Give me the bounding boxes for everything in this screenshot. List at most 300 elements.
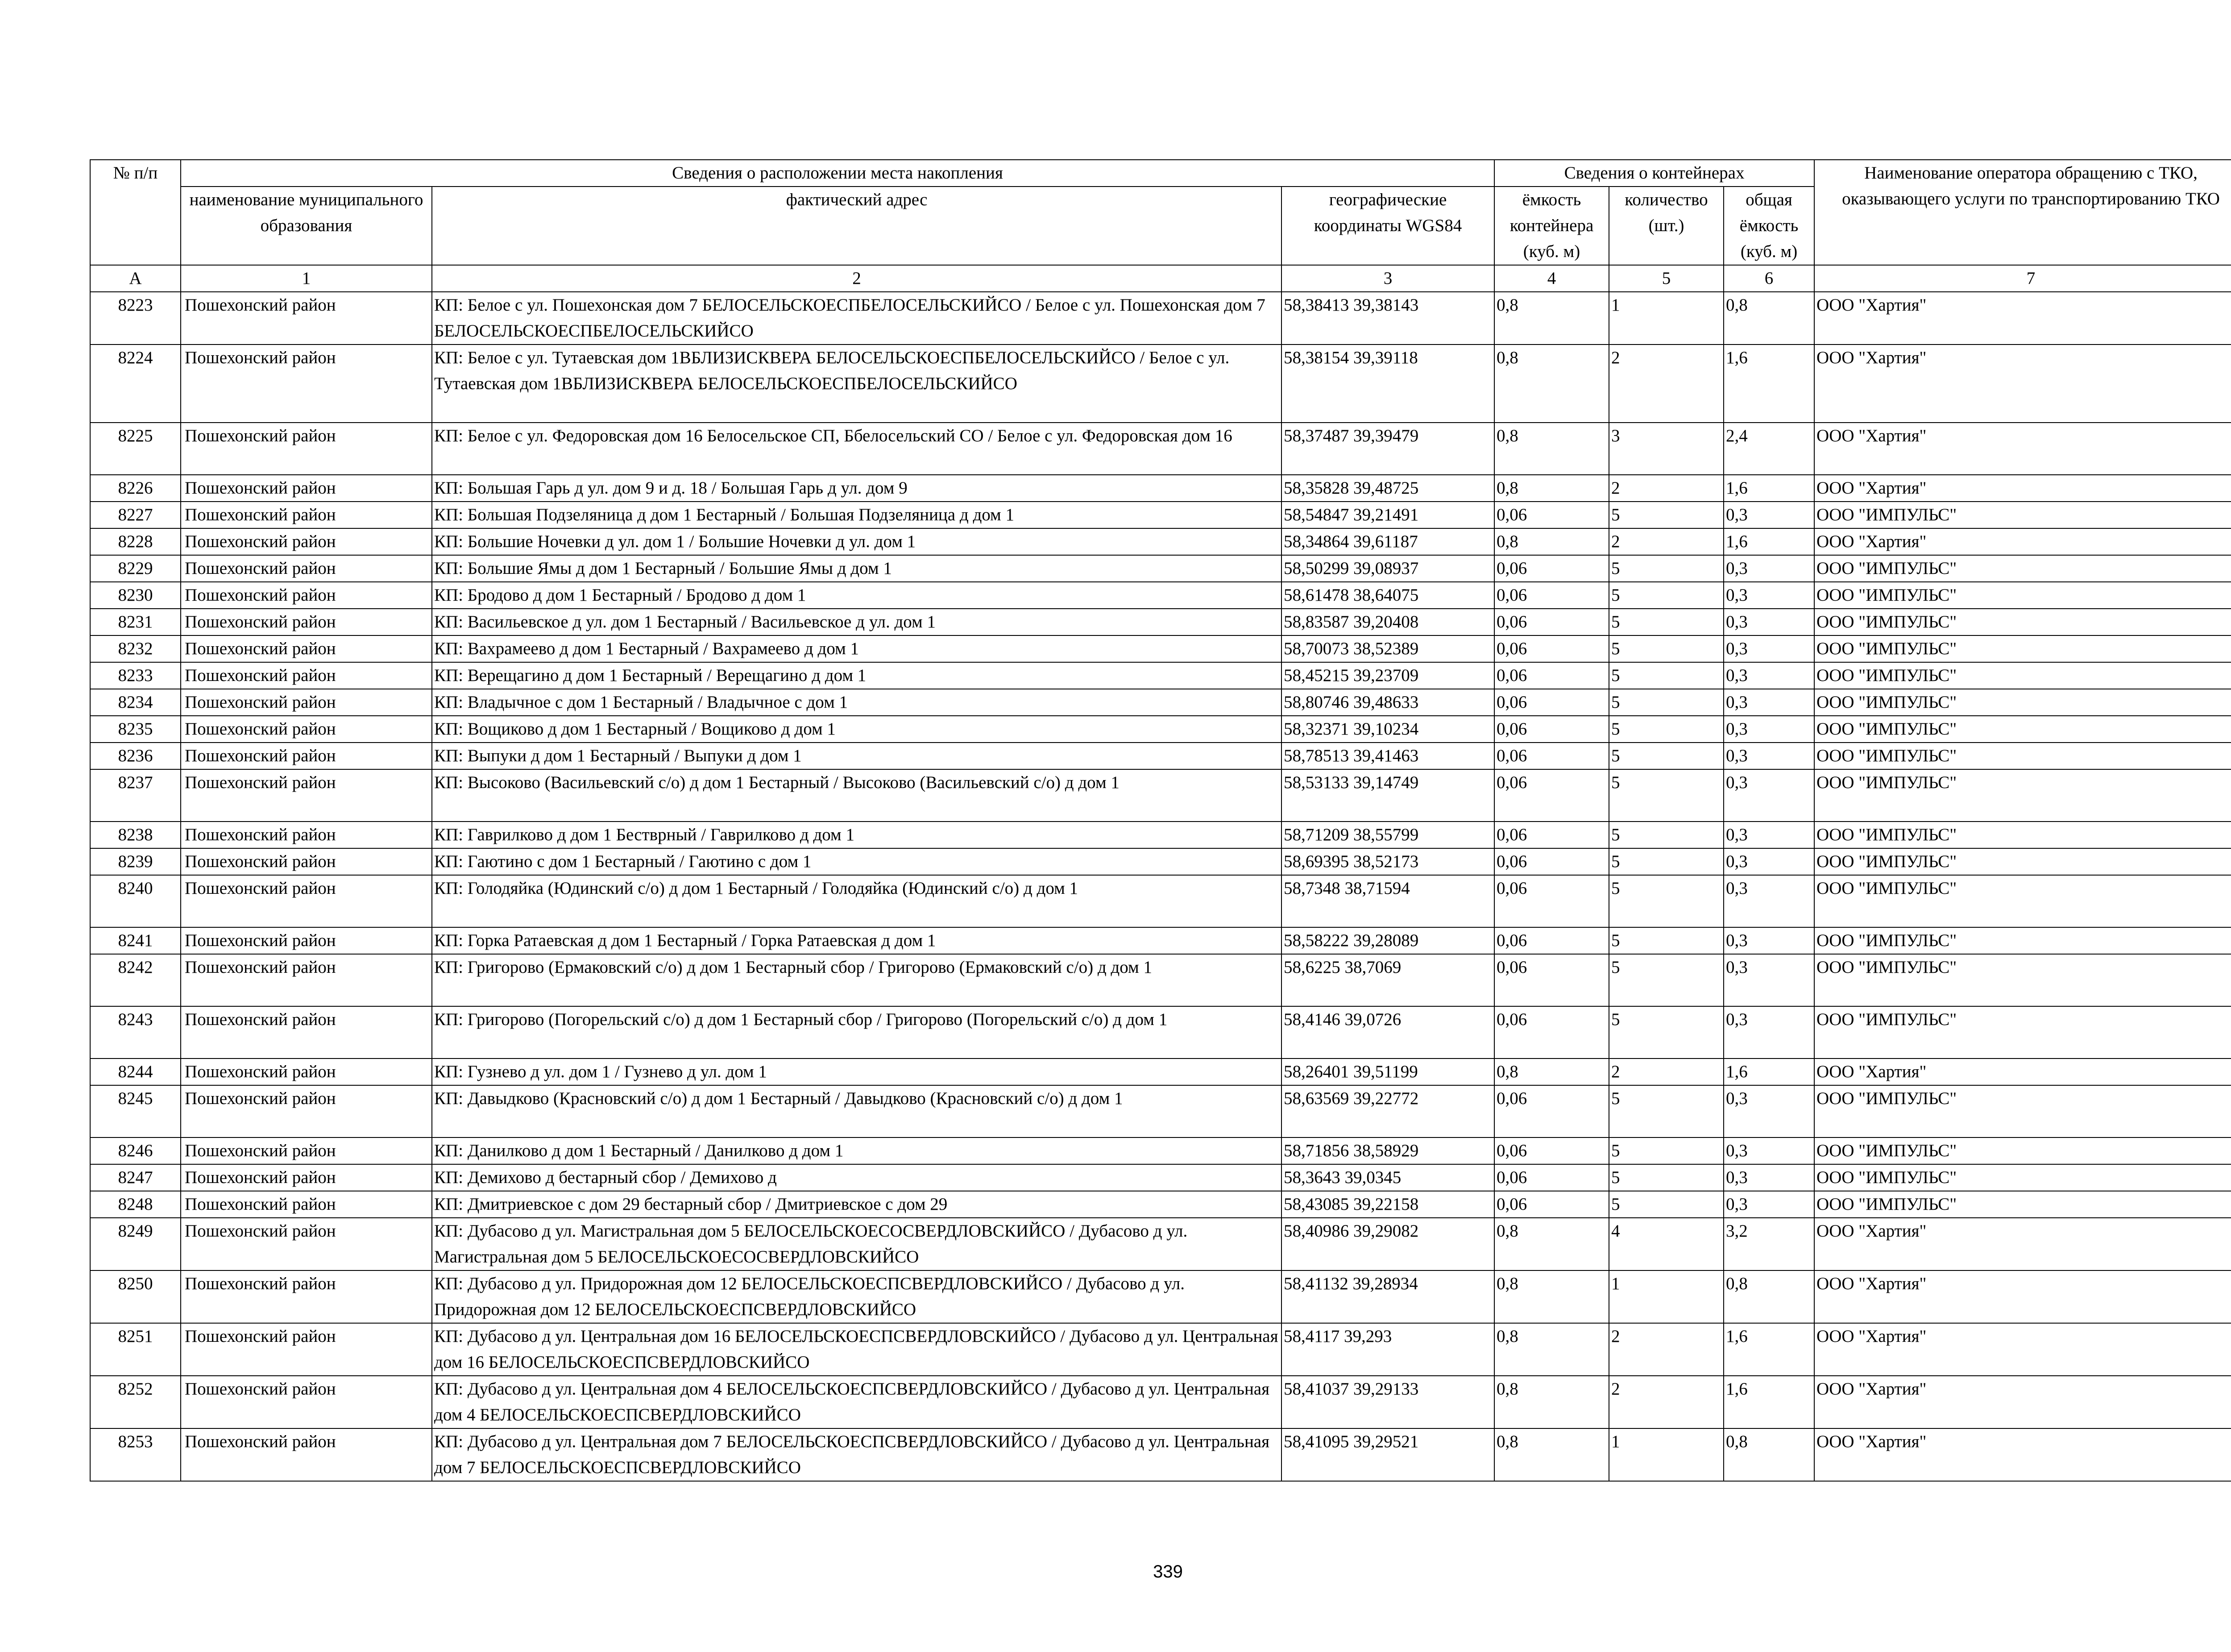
- count-cell: 2: [1609, 1323, 1724, 1376]
- table-row: [90, 582, 2231, 609]
- municipality-cell: Пошехонский район: [181, 423, 432, 475]
- count-cell: 5: [1609, 1137, 1724, 1164]
- operator-cell: ООО "ИМПУЛЬС": [1814, 1085, 2231, 1137]
- header-total: общая ёмкость (куб. м): [1724, 187, 1814, 265]
- count-cell: 5: [1609, 848, 1724, 875]
- operator-cell: ООО "Хартия": [1814, 423, 2231, 475]
- address-cell: КП: Большая Гарь д ул. дом 9 и д. 18 / Большая Гарь д ул. дом 9: [432, 475, 1281, 502]
- address-cell: КП: Белое с ул. Тутаевская дом 1ВБЛИЗИСКВЕРА БЕЛОСЕЛЬСКОЕСПБЕЛОСЕЛЬСКИЙСО / Белое с ул. Тутаевская дом 1ВБЛИЗИСКВЕРА БЕЛОСЕЛЬСКОЕСПБЕЛОСЕЛЬСКИЙСО: [432, 345, 1281, 423]
- municipality-cell: Пошехонский район: [181, 555, 432, 582]
- address-cell: КП: Дмитриевское с дом 29 бестарный сбор / Дмитриевское с дом 29: [432, 1191, 1281, 1218]
- municipality-cell: Пошехонский район: [181, 502, 432, 528]
- row-number: 8224: [90, 345, 181, 423]
- municipality-cell: Пошехонский район: [181, 875, 432, 927]
- coords-cell: 58,63569 39,22772: [1281, 1085, 1494, 1137]
- address-cell: КП: Горка Ратаевская д дом 1 Бестарный / Горка Ратаевская д дом 1: [432, 927, 1281, 954]
- table-row: [90, 875, 2231, 927]
- count-cell: 1: [1609, 1270, 1724, 1323]
- count-cell: 5: [1609, 927, 1724, 954]
- count-cell: 5: [1609, 1085, 1724, 1137]
- total-capacity-cell: 0,3: [1724, 662, 1814, 689]
- total-capacity-cell: 0,3: [1724, 875, 1814, 927]
- capacity-cell: 0,8: [1494, 1270, 1609, 1323]
- count-cell: 5: [1609, 1191, 1724, 1218]
- count-cell: 5: [1609, 954, 1724, 1006]
- capacity-cell: 0,8: [1494, 1376, 1609, 1428]
- table-row: [90, 822, 2231, 848]
- column-index-cell: 4: [1494, 265, 1609, 292]
- row-number: 8233: [90, 662, 181, 689]
- count-cell: 1: [1609, 1428, 1724, 1481]
- capacity-cell: 0,8: [1494, 475, 1609, 502]
- address-cell: КП: Бродово д дом 1 Бестарный / Бродово д дом 1: [432, 582, 1281, 609]
- table-row: [90, 1085, 2231, 1137]
- total-capacity-cell: 0,8: [1724, 1428, 1814, 1481]
- operator-cell: ООО "ИМПУЛЬС": [1814, 662, 2231, 689]
- total-capacity-cell: 1,6: [1724, 1323, 1814, 1376]
- municipality-cell: Пошехонский район: [181, 954, 432, 1006]
- count-cell: 5: [1609, 769, 1724, 822]
- row-number: 8229: [90, 555, 181, 582]
- municipality-cell: Пошехонский район: [181, 848, 432, 875]
- coords-cell: 58,50299 39,08937: [1281, 555, 1494, 582]
- table-row: [90, 609, 2231, 635]
- capacity-cell: 0,8: [1494, 1058, 1609, 1085]
- coords-cell: 58,6225 38,7069: [1281, 954, 1494, 1006]
- table-row: [90, 423, 2231, 475]
- total-capacity-cell: 0,3: [1724, 1191, 1814, 1218]
- column-index-cell: 6: [1724, 265, 1814, 292]
- coords-cell: 58,41132 39,28934: [1281, 1270, 1494, 1323]
- municipality-cell: Пошехонский район: [181, 475, 432, 502]
- operator-cell: ООО "ИМПУЛЬС": [1814, 1191, 2231, 1218]
- header-address: фактический адрес: [432, 187, 1281, 265]
- column-index-cell: А: [90, 265, 181, 292]
- municipality-cell: Пошехонский район: [181, 1376, 432, 1428]
- total-capacity-cell: 0,3: [1724, 635, 1814, 662]
- coords-cell: 58,61478 38,64075: [1281, 582, 1494, 609]
- count-cell: 5: [1609, 822, 1724, 848]
- municipality-cell: Пошехонский район: [181, 635, 432, 662]
- coords-cell: 58,3643 39,0345: [1281, 1164, 1494, 1191]
- total-capacity-cell: 0,3: [1724, 502, 1814, 528]
- address-cell: КП: Дубасово д ул. Центральная дом 16 БЕЛОСЕЛЬСКОЕСПСВЕРДЛОВСКИЙСО / Дубасово д ул. Центральная дом 16 БЕЛОСЕЛЬСКОЕСПСВЕРДЛОВСКИЙСО: [432, 1323, 1281, 1376]
- municipality-cell: Пошехонский район: [181, 1006, 432, 1058]
- municipality-cell: Пошехонский район: [181, 1323, 432, 1376]
- municipality-cell: Пошехонский район: [181, 769, 432, 822]
- total-capacity-cell: 1,6: [1724, 475, 1814, 502]
- capacity-cell: 0,06: [1494, 927, 1609, 954]
- coords-cell: 58,78513 39,41463: [1281, 743, 1494, 769]
- total-capacity-cell: 0,3: [1724, 1137, 1814, 1164]
- coords-cell: 58,7348 38,71594: [1281, 875, 1494, 927]
- capacity-cell: 0,06: [1494, 582, 1609, 609]
- capacity-cell: 0,06: [1494, 689, 1609, 716]
- total-capacity-cell: 0,8: [1724, 292, 1814, 345]
- coords-cell: 58,38413 39,38143: [1281, 292, 1494, 345]
- capacity-cell: 0,06: [1494, 1085, 1609, 1137]
- table-row: [90, 716, 2231, 743]
- total-capacity-cell: 0,3: [1724, 1085, 1814, 1137]
- address-cell: КП: Высоково (Васильевский с/о) д дом 1 Бестарный / Высоково (Васильевский с/о) д дом 1: [432, 769, 1281, 822]
- table-row: [90, 502, 2231, 528]
- coords-cell: 58,69395 38,52173: [1281, 848, 1494, 875]
- total-capacity-cell: 1,6: [1724, 1376, 1814, 1428]
- capacity-cell: 0,06: [1494, 954, 1609, 1006]
- row-number: 8246: [90, 1137, 181, 1164]
- municipality-cell: Пошехонский район: [181, 1058, 432, 1085]
- row-number: 8244: [90, 1058, 181, 1085]
- operator-cell: ООО "ИМПУЛЬС": [1814, 1137, 2231, 1164]
- coords-cell: 58,4117 39,293: [1281, 1323, 1494, 1376]
- table-row: [90, 1164, 2231, 1191]
- total-capacity-cell: 0,3: [1724, 1164, 1814, 1191]
- count-cell: 5: [1609, 1006, 1724, 1058]
- total-capacity-cell: 0,3: [1724, 609, 1814, 635]
- header-capacity: ёмкость контейнера (куб. м): [1494, 187, 1609, 265]
- operator-cell: ООО "ИМПУЛЬС": [1814, 555, 2231, 582]
- capacity-cell: 0,06: [1494, 743, 1609, 769]
- coords-cell: 58,71209 38,55799: [1281, 822, 1494, 848]
- table-row: [90, 848, 2231, 875]
- address-cell: КП: Дубасово д ул. Центральная дом 4 БЕЛОСЕЛЬСКОЕСПСВЕРДЛОВСКИЙСО / Дубасово д ул. Центральная дом 4 БЕЛОСЕЛЬСКОЕСПСВЕРДЛОВСКИЙСО: [432, 1376, 1281, 1428]
- total-capacity-cell: 0,3: [1724, 1006, 1814, 1058]
- operator-cell: ООО "ИМПУЛЬС": [1814, 769, 2231, 822]
- table-row: [90, 345, 2231, 423]
- address-cell: КП: Вахрамеево д дом 1 Бестарный / Вахрамеево д дом 1: [432, 635, 1281, 662]
- table-row: [90, 1058, 2231, 1085]
- row-number: 8227: [90, 502, 181, 528]
- operator-cell: ООО "Хартия": [1814, 1376, 2231, 1428]
- capacity-cell: 0,06: [1494, 1191, 1609, 1218]
- count-cell: 2: [1609, 475, 1724, 502]
- row-number: 8228: [90, 528, 181, 555]
- table-header: [90, 160, 2231, 292]
- row-number: 8242: [90, 954, 181, 1006]
- address-cell: КП: Владычное с дом 1 Бестарный / Владычное с дом 1: [432, 689, 1281, 716]
- municipality-cell: Пошехонский район: [181, 1270, 432, 1323]
- table-row: [90, 292, 2231, 345]
- total-capacity-cell: 1,6: [1724, 528, 1814, 555]
- operator-cell: ООО "Хартия": [1814, 292, 2231, 345]
- capacity-cell: 0,06: [1494, 875, 1609, 927]
- coords-cell: 58,38154 39,39118: [1281, 345, 1494, 423]
- address-cell: КП: Гузнево д ул. дом 1 / Гузнево д ул. дом 1: [432, 1058, 1281, 1085]
- capacity-cell: 0,06: [1494, 716, 1609, 743]
- total-capacity-cell: 0,8: [1724, 1270, 1814, 1323]
- row-number: 8223: [90, 292, 181, 345]
- total-capacity-cell: 0,3: [1724, 689, 1814, 716]
- coords-cell: 58,41037 39,29133: [1281, 1376, 1494, 1428]
- coords-cell: 58,34864 39,61187: [1281, 528, 1494, 555]
- address-cell: КП: Григорово (Ермаковский с/о) д дом 1 Бестарный сбор / Григорово (Ермаковский с/о) д дом 1: [432, 954, 1281, 1006]
- table-row: [90, 1218, 2231, 1270]
- row-number: 8241: [90, 927, 181, 954]
- coords-cell: 58,58222 39,28089: [1281, 927, 1494, 954]
- total-capacity-cell: 0,3: [1724, 582, 1814, 609]
- coords-cell: 58,35828 39,48725: [1281, 475, 1494, 502]
- row-number: 8232: [90, 635, 181, 662]
- operator-cell: ООО "Хартия": [1814, 1218, 2231, 1270]
- operator-cell: ООО "Хартия": [1814, 475, 2231, 502]
- capacity-cell: 0,06: [1494, 1137, 1609, 1164]
- operator-cell: ООО "ИМПУЛЬС": [1814, 848, 2231, 875]
- coords-cell: 58,70073 38,52389: [1281, 635, 1494, 662]
- address-cell: КП: Голодяйка (Юдинский с/о) д дом 1 Бестарный / Голодяйка (Юдинский с/о) д дом 1: [432, 875, 1281, 927]
- address-cell: КП: Григорово (Погорельский с/о) д дом 1 Бестарный сбор / Григорово (Погорельский с/о) д дом 1: [432, 1006, 1281, 1058]
- capacity-cell: 0,06: [1494, 769, 1609, 822]
- operator-cell: ООО "ИМПУЛЬС": [1814, 927, 2231, 954]
- operator-cell: ООО "ИМПУЛЬС": [1814, 743, 2231, 769]
- operator-cell: ООО "ИМПУЛЬС": [1814, 1164, 2231, 1191]
- operator-cell: ООО "ИМПУЛЬС": [1814, 689, 2231, 716]
- total-capacity-cell: 3,2: [1724, 1218, 1814, 1270]
- count-cell: 5: [1609, 875, 1724, 927]
- capacity-cell: 0,06: [1494, 609, 1609, 635]
- operator-cell: ООО "ИМПУЛЬС": [1814, 582, 2231, 609]
- count-cell: 1: [1609, 292, 1724, 345]
- header-operator: Наименование оператора обращению с ТКО, оказывающего услуги по транспортированию ТКО: [1814, 160, 2231, 265]
- address-cell: КП: Демихово д бестарный сбор / Демихово д: [432, 1164, 1281, 1191]
- count-cell: 5: [1609, 689, 1724, 716]
- table-row: [90, 1191, 2231, 1218]
- address-cell: КП: Большие Ямы д дом 1 Бестарный / Большие Ямы д дом 1: [432, 555, 1281, 582]
- capacity-cell: 0,06: [1494, 662, 1609, 689]
- operator-cell: ООО "ИМПУЛЬС": [1814, 635, 2231, 662]
- operator-cell: ООО "ИМПУЛЬС": [1814, 502, 2231, 528]
- table-row: [90, 1323, 2231, 1376]
- operator-cell: ООО "Хартия": [1814, 1058, 2231, 1085]
- address-cell: КП: Большая Подзеляница д дом 1 Бестарный / Большая Подзеляница д дом 1: [432, 502, 1281, 528]
- operator-cell: ООО "ИМПУЛЬС": [1814, 609, 2231, 635]
- operator-cell: ООО "ИМПУЛЬС": [1814, 875, 2231, 927]
- row-number: 8236: [90, 743, 181, 769]
- total-capacity-cell: 0,3: [1724, 716, 1814, 743]
- table-row: [90, 1376, 2231, 1428]
- row-number: 8237: [90, 769, 181, 822]
- operator-cell: ООО "Хартия": [1814, 1428, 2231, 1481]
- coords-cell: 58,80746 39,48633: [1281, 689, 1494, 716]
- address-cell: КП: Дубасово д ул. Центральная дом 7 БЕЛОСЕЛЬСКОЕСПСВЕРДЛОВСКИЙСО / Дубасово д ул. Центральная дом 7 БЕЛОСЕЛЬСКОЕСПСВЕРДЛОВСКИЙСО: [432, 1428, 1281, 1481]
- header-num: № п/п: [90, 160, 181, 265]
- row-number: 8226: [90, 475, 181, 502]
- address-cell: КП: Васильевское д ул. дом 1 Бестарный / Васильевское д ул. дом 1: [432, 609, 1281, 635]
- row-number: 8251: [90, 1323, 181, 1376]
- table-row: [90, 743, 2231, 769]
- capacity-cell: 0,8: [1494, 292, 1609, 345]
- column-index-cell: 5: [1609, 265, 1724, 292]
- coords-cell: 58,40986 39,29082: [1281, 1218, 1494, 1270]
- municipality-cell: Пошехонский район: [181, 716, 432, 743]
- row-number: 8240: [90, 875, 181, 927]
- count-cell: 2: [1609, 528, 1724, 555]
- count-cell: 5: [1609, 635, 1724, 662]
- row-number: 8238: [90, 822, 181, 848]
- column-index-cell: 3: [1281, 265, 1494, 292]
- count-cell: 5: [1609, 1164, 1724, 1191]
- row-number: 8243: [90, 1006, 181, 1058]
- count-cell: 5: [1609, 743, 1724, 769]
- address-cell: КП: Верещагино д дом 1 Бестарный / Верещагино д дом 1: [432, 662, 1281, 689]
- operator-cell: ООО "Хартия": [1814, 528, 2231, 555]
- coords-cell: 58,32371 39,10234: [1281, 716, 1494, 743]
- table-row: [90, 528, 2231, 555]
- row-number: 8230: [90, 582, 181, 609]
- count-cell: 5: [1609, 502, 1724, 528]
- capacity-cell: 0,8: [1494, 1218, 1609, 1270]
- municipality-cell: Пошехонский район: [181, 1428, 432, 1481]
- address-cell: КП: Белое с ул. Федоровская дом 16 Белосельское СП, Ббелосельский СО / Белое с ул. Федоровская дом 16: [432, 423, 1281, 475]
- operator-cell: ООО "ИМПУЛЬС": [1814, 1006, 2231, 1058]
- header-municipality: наименование муниципального образования: [181, 187, 432, 265]
- row-number: 8235: [90, 716, 181, 743]
- total-capacity-cell: 0,3: [1724, 555, 1814, 582]
- address-cell: КП: Дубасово д ул. Магистральная дом 5 БЕЛОСЕЛЬСКОЕСОСВЕРДЛОВСКИЙСО / Дубасово д ул. Магистральная дом 5 БЕЛОСЕЛЬСКОЕСОСВЕРДЛОВСКИЙСО: [432, 1218, 1281, 1270]
- table-body: [90, 292, 2231, 1481]
- count-cell: 4: [1609, 1218, 1724, 1270]
- count-cell: 5: [1609, 662, 1724, 689]
- address-cell: КП: Выпуки д дом 1 Бестарный / Выпуки д дом 1: [432, 743, 1281, 769]
- count-cell: 5: [1609, 555, 1724, 582]
- address-cell: КП: Гаютино с дом 1 Бестарный / Гаютино с дом 1: [432, 848, 1281, 875]
- total-capacity-cell: 0,3: [1724, 743, 1814, 769]
- registry-table: [90, 159, 2231, 1482]
- municipality-cell: Пошехонский район: [181, 1085, 432, 1137]
- header-coords: географические координаты WGS84: [1281, 187, 1494, 265]
- operator-cell: ООО "Хартия": [1814, 1270, 2231, 1323]
- address-cell: КП: Большие Ночевки д ул. дом 1 / Большие Ночевки д ул. дом 1: [432, 528, 1281, 555]
- municipality-cell: Пошехонский район: [181, 292, 432, 345]
- coords-cell: 58,37487 39,39479: [1281, 423, 1494, 475]
- count-cell: 5: [1609, 716, 1724, 743]
- total-capacity-cell: 1,6: [1724, 345, 1814, 423]
- page-number: 339: [1153, 1562, 1183, 1581]
- municipality-cell: Пошехонский район: [181, 662, 432, 689]
- municipality-cell: Пошехонский район: [181, 689, 432, 716]
- coords-cell: 58,54847 39,21491: [1281, 502, 1494, 528]
- capacity-cell: 0,8: [1494, 528, 1609, 555]
- municipality-cell: Пошехонский район: [181, 1191, 432, 1218]
- address-cell: КП: Гаврилково д дом 1 Бестврный / Гаврилково д дом 1: [432, 822, 1281, 848]
- table-row: [90, 475, 2231, 502]
- table-row: [90, 954, 2231, 1006]
- table-row: [90, 1270, 2231, 1323]
- address-cell: КП: Дубасово д ул. Придорожная дом 12 БЕЛОСЕЛЬСКОЕСПСВЕРДЛОВСКИЙСО / Дубасово д ул. Придорожная дом 12 БЕЛОСЕЛЬСКОЕСПСВЕРДЛОВСКИЙСО: [432, 1270, 1281, 1323]
- capacity-cell: 0,8: [1494, 423, 1609, 475]
- coords-cell: 58,4146 39,0726: [1281, 1006, 1494, 1058]
- address-cell: КП: Давыдково (Красновский с/о) д дом 1 Бестарный / Давыдково (Красновский с/о) д дом 1: [432, 1085, 1281, 1137]
- municipality-cell: Пошехонский район: [181, 609, 432, 635]
- operator-cell: ООО "ИМПУЛЬС": [1814, 954, 2231, 1006]
- coords-cell: 58,83587 39,20408: [1281, 609, 1494, 635]
- count-cell: 2: [1609, 1376, 1724, 1428]
- row-number: 8225: [90, 423, 181, 475]
- capacity-cell: 0,06: [1494, 1006, 1609, 1058]
- capacity-cell: 0,8: [1494, 1428, 1609, 1481]
- municipality-cell: Пошехонский район: [181, 1218, 432, 1270]
- capacity-cell: 0,8: [1494, 345, 1609, 423]
- capacity-cell: 0,06: [1494, 1164, 1609, 1191]
- row-number: 8250: [90, 1270, 181, 1323]
- count-cell: 2: [1609, 1058, 1724, 1085]
- coords-cell: 58,71856 38,58929: [1281, 1137, 1494, 1164]
- row-number: 8231: [90, 609, 181, 635]
- row-number: 8249: [90, 1218, 181, 1270]
- table-row: [90, 689, 2231, 716]
- municipality-cell: Пошехонский район: [181, 1137, 432, 1164]
- capacity-cell: 0,8: [1494, 1323, 1609, 1376]
- total-capacity-cell: 0,3: [1724, 954, 1814, 1006]
- count-cell: 5: [1609, 609, 1724, 635]
- coords-cell: 58,43085 39,22158: [1281, 1191, 1494, 1218]
- row-number: 8234: [90, 689, 181, 716]
- total-capacity-cell: 2,4: [1724, 423, 1814, 475]
- operator-cell: ООО "ИМПУЛЬС": [1814, 822, 2231, 848]
- row-number: 8239: [90, 848, 181, 875]
- operator-cell: ООО "Хартия": [1814, 1323, 2231, 1376]
- address-cell: КП: Белое с ул. Пошехонская дом 7 БЕЛОСЕЛЬСКОЕСПБЕЛОСЕЛЬСКИЙСО / Белое с ул. Пошехонская дом 7 БЕЛОСЕЛЬСКОЕСПБЕЛОСЕЛЬСКИЙСО: [432, 292, 1281, 345]
- coords-cell: 58,26401 39,51199: [1281, 1058, 1494, 1085]
- column-index-row: [90, 265, 2231, 292]
- column-index-cell: 1: [181, 265, 432, 292]
- table-row: [90, 1137, 2231, 1164]
- municipality-cell: Пошехонский район: [181, 1164, 432, 1191]
- municipality-cell: Пошехонский район: [181, 822, 432, 848]
- operator-cell: ООО "Хартия": [1814, 345, 2231, 423]
- municipality-cell: Пошехонский район: [181, 743, 432, 769]
- header-location-group: Сведения о расположении места накопления: [181, 160, 1494, 187]
- municipality-cell: Пошехонский район: [181, 528, 432, 555]
- capacity-cell: 0,06: [1494, 848, 1609, 875]
- coords-cell: 58,45215 39,23709: [1281, 662, 1494, 689]
- coords-cell: 58,53133 39,14749: [1281, 769, 1494, 822]
- total-capacity-cell: 0,3: [1724, 822, 1814, 848]
- municipality-cell: Пошехонский район: [181, 582, 432, 609]
- address-cell: КП: Вощиково д дом 1 Бестарный / Вощиково д дом 1: [432, 716, 1281, 743]
- table-row: [90, 662, 2231, 689]
- count-cell: 2: [1609, 345, 1724, 423]
- row-number: 8253: [90, 1428, 181, 1481]
- table-row: [90, 927, 2231, 954]
- total-capacity-cell: 1,6: [1724, 1058, 1814, 1085]
- header-containers-group: Сведения о контейнерах: [1494, 160, 1814, 187]
- table-row: [90, 555, 2231, 582]
- count-cell: 5: [1609, 582, 1724, 609]
- row-number: 8245: [90, 1085, 181, 1137]
- header-count: количество (шт.): [1609, 187, 1724, 265]
- table-row: [90, 635, 2231, 662]
- capacity-cell: 0,06: [1494, 555, 1609, 582]
- column-index-cell: 2: [432, 265, 1281, 292]
- operator-cell: ООО "ИМПУЛЬС": [1814, 716, 2231, 743]
- count-cell: 3: [1609, 423, 1724, 475]
- row-number: 8247: [90, 1164, 181, 1191]
- row-number: 8248: [90, 1191, 181, 1218]
- total-capacity-cell: 0,3: [1724, 769, 1814, 822]
- capacity-cell: 0,06: [1494, 635, 1609, 662]
- table-row: [90, 1428, 2231, 1481]
- address-cell: КП: Данилково д дом 1 Бестарный / Данилково д дом 1: [432, 1137, 1281, 1164]
- table-row: [90, 769, 2231, 822]
- capacity-cell: 0,06: [1494, 822, 1609, 848]
- row-number: 8252: [90, 1376, 181, 1428]
- total-capacity-cell: 0,3: [1724, 848, 1814, 875]
- capacity-cell: 0,06: [1494, 502, 1609, 528]
- coords-cell: 58,41095 39,29521: [1281, 1428, 1494, 1481]
- municipality-cell: Пошехонский район: [181, 927, 432, 954]
- total-capacity-cell: 0,3: [1724, 927, 1814, 954]
- column-index-cell: 7: [1814, 265, 2231, 292]
